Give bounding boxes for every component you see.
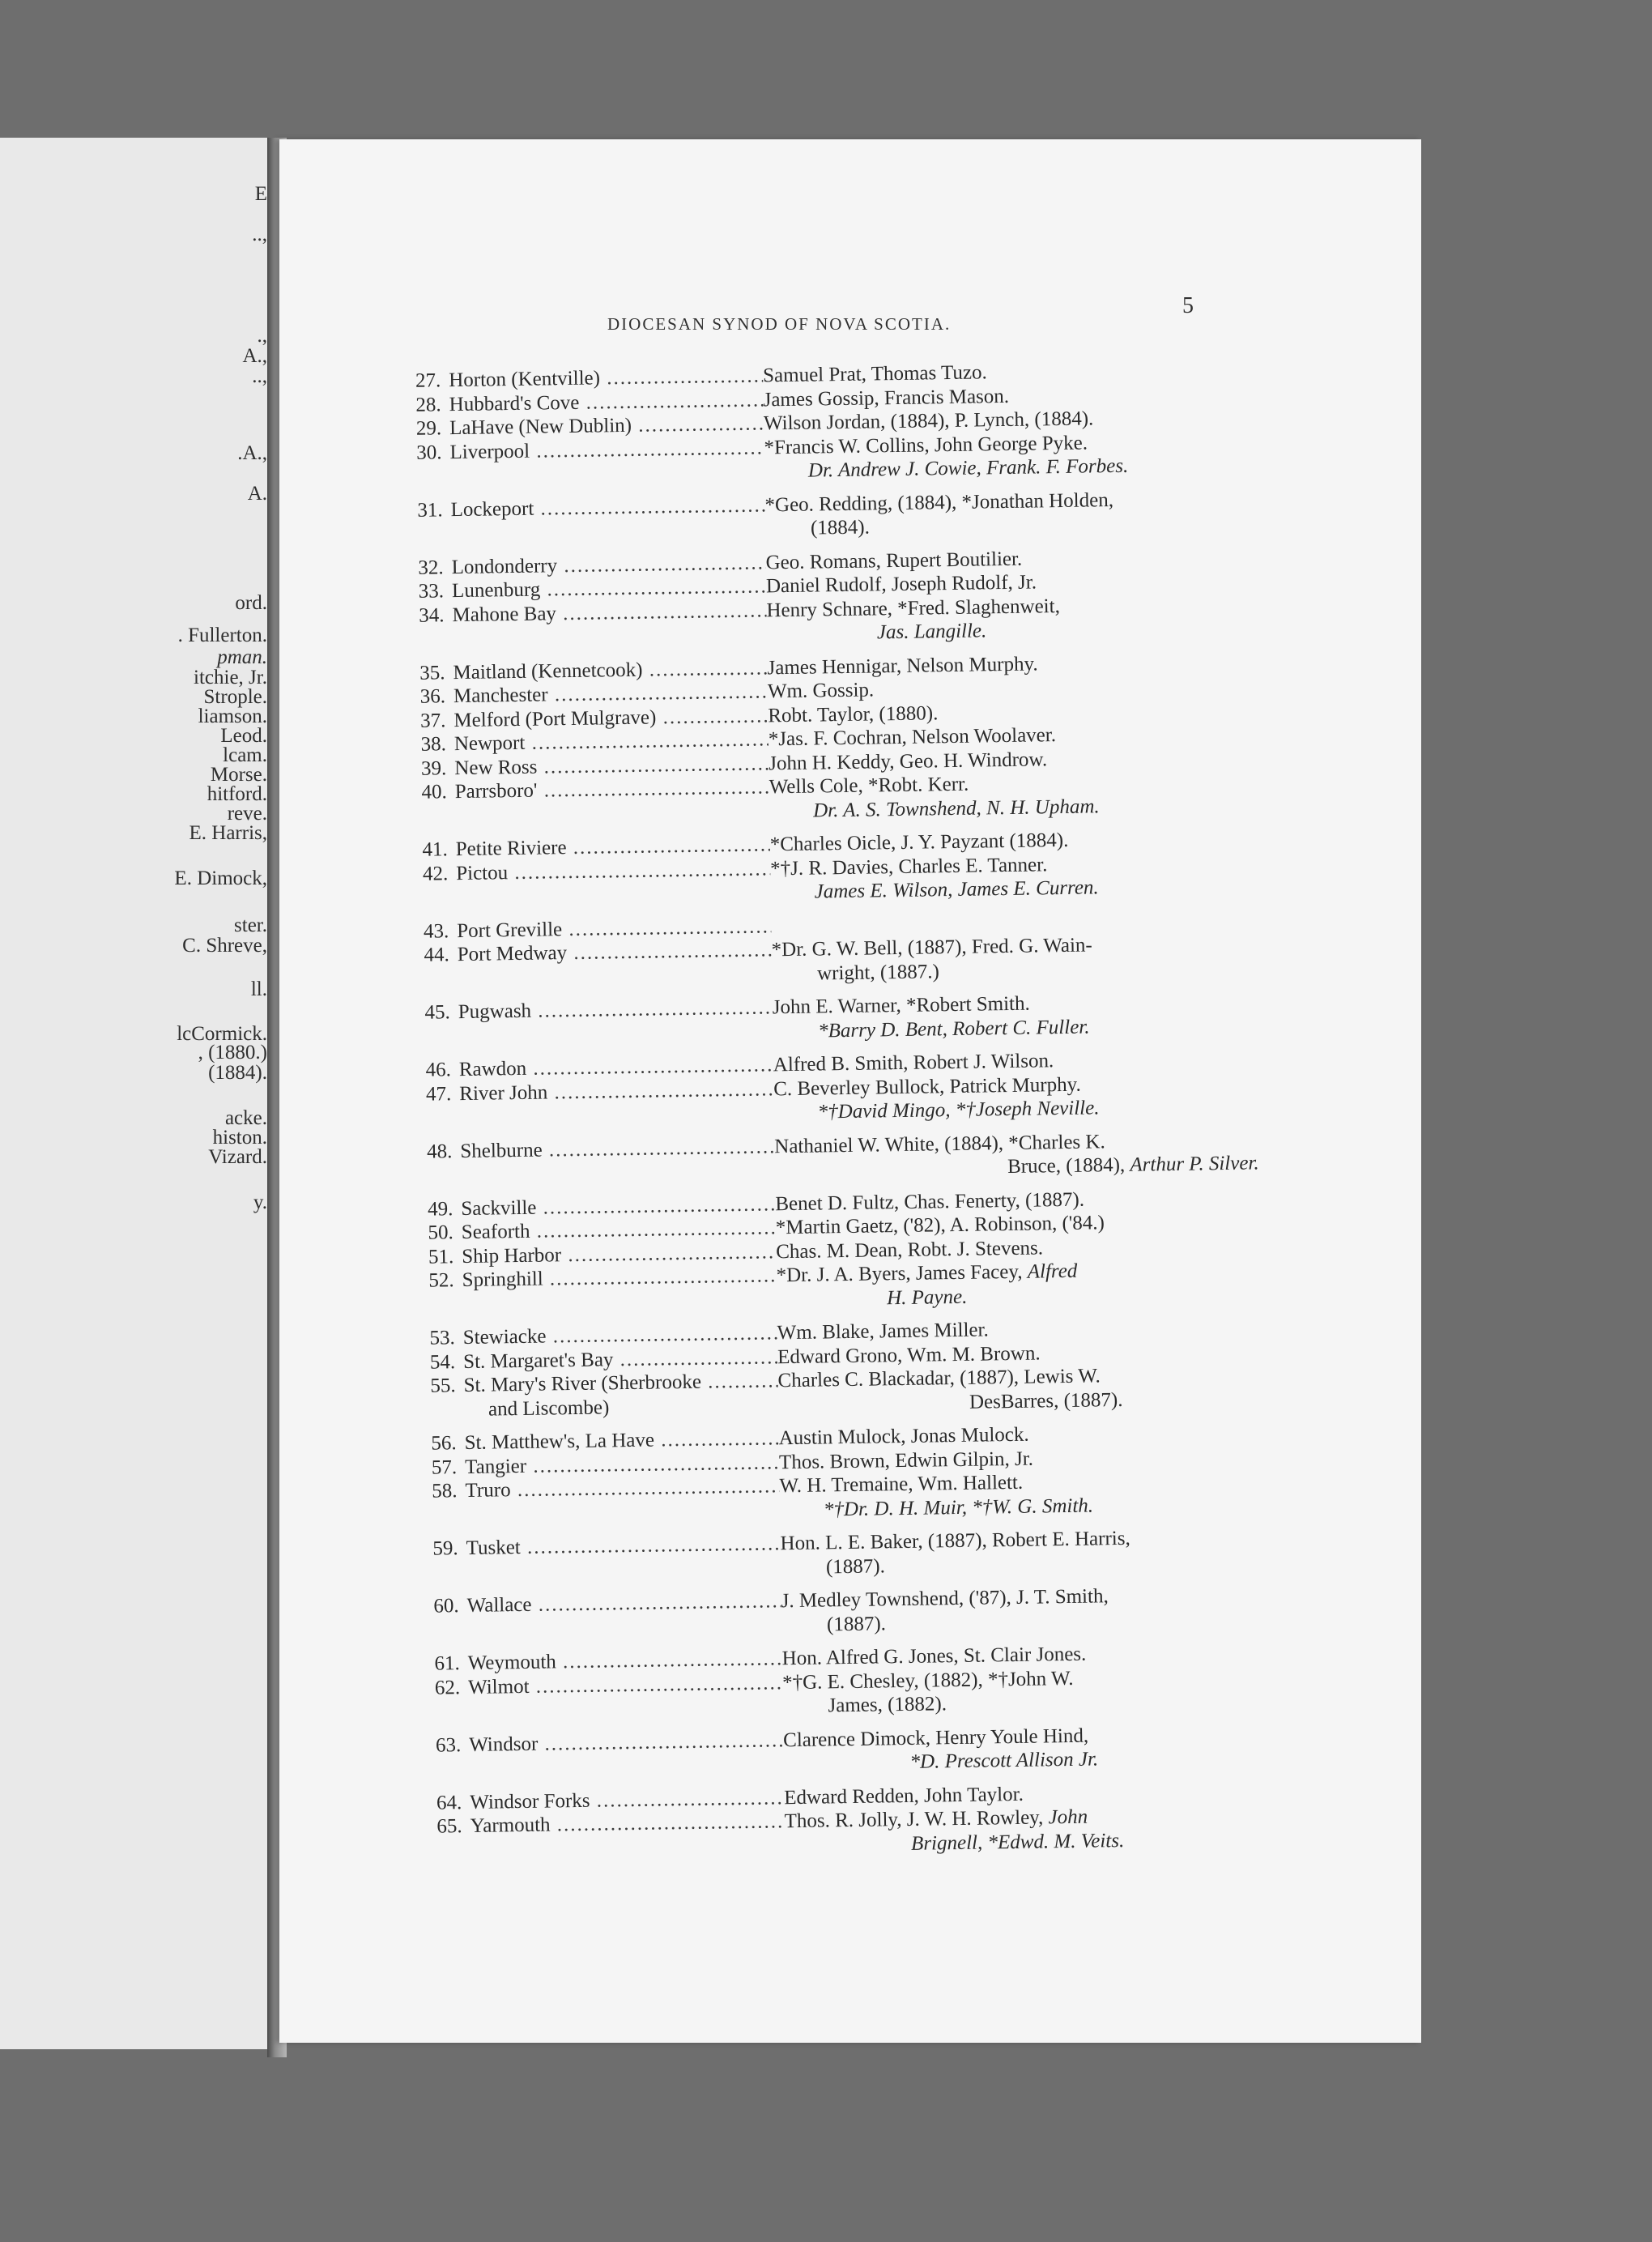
entry-number: 40. [421,781,447,803]
entry-number: 39. [420,757,447,780]
entry-number: 37. [419,709,446,732]
entry-number: 54. [429,1350,456,1374]
representatives [784,1782,1024,1809]
representatives-text: Samuel Prat, Thomas Tuzo. [762,361,987,387]
representatives-text: Austin Mulock, Jonas Mulock. [778,1423,1029,1450]
substitute-names: Arthur P. Silver. [1130,1152,1259,1176]
left-page-fragment: ster. [234,914,267,936]
substitute-names: Dr. Andrew J. Cowie, Frank. F. Forbes. [807,454,1129,482]
parish-name: Maitland (Kennetcook) ..... [453,656,767,684]
entry-number: 55. [430,1375,456,1397]
left-page-fragment: histon. [212,1127,267,1149]
left-page-fragment: reve. [227,803,267,825]
representatives-text: Clarence Dimock, Henry Youle Hind, [782,1724,1089,1751]
entry-number: 30. [416,441,442,464]
representatives-text: Wm. Blake, James Miller. [777,1319,989,1345]
representatives [773,992,1030,1020]
entry-number: 60. [433,1595,459,1618]
substitute-names: *D. Prescott Allison Jr. [909,1748,1099,1773]
representatives-text: *Dr. J. A. Byers, James Facey, [776,1260,1028,1287]
left-page-fragment: liamson. [198,705,267,727]
left-page-fragment: (1884). [208,1062,267,1084]
parish-name: Petite Riviere ..... [456,833,770,861]
continued-text: (1887). [825,1554,886,1578]
representatives-text: *Charles Oicle, J. Y. Payzant (1884). [769,829,1069,856]
left-page-fragment: , (1880.) [198,1042,267,1063]
continued-text: (1884). [810,516,871,539]
parish-name: St. Mary's River (Sherbrooke ..... [463,1369,777,1397]
entry-number: 28. [415,393,441,416]
representatives-text: John E. Warner, *Robert Smith. [772,992,1030,1019]
page-number: 5 [1182,293,1194,318]
parish-name: Tusket ..... [466,1532,780,1560]
parish-name: Shelburne ..... [460,1135,774,1163]
parish-name: Wilmot ..... [468,1671,782,1699]
left-page-fragment: A. [247,483,267,505]
parish-name: New Ross ..... [454,752,769,780]
representatives-text: Chas. M. Dean, Robt. J. Stevens. [776,1236,1044,1263]
parish-name: Liverpool ..... [449,436,764,464]
left-page-fragment: ll. [250,978,267,1000]
representatives-continued [826,1554,885,1579]
representatives-italic: Alfred [1027,1260,1078,1283]
entry-number: 61. [434,1652,460,1675]
entry-number: 45. [424,1001,450,1024]
parish-name: Stewiacke ..... [463,1321,777,1349]
representatives-text: *Jas. F. Cochran, Nelson Woolaver. [768,724,1057,751]
entry-number: 56. [431,1432,457,1455]
representatives [779,1471,1023,1498]
parish-name: Ship Harbor ..... [462,1240,776,1268]
list-item [413,988,1272,1049]
list-item [424,1721,1283,1782]
representatives-text: *Dr. G. W. Bell, (1887), Fred. G. Wain- [771,934,1092,961]
entry-number: 52. [428,1269,454,1292]
entry-number: 58. [432,1480,458,1502]
entry-number: 42. [422,862,449,885]
parish-name: Windsor Forks ..... [470,1786,784,1814]
left-page-fragment: .., [252,224,267,245]
representatives-text: Henry Schnare, *Fred. Slaghenweit, [766,595,1061,621]
left-page-fragment: Leod. [220,725,267,747]
left-page-fragment: E [254,183,267,205]
entry-number: 46. [425,1059,452,1081]
list-item [405,486,1264,547]
substitute-names: *Barry D. Bent, Robert C. Fuller. [817,1016,1090,1042]
substitute-names: *†Dr. D. H. Muir, *†W. G. Smith. [823,1494,1094,1520]
entry-number: 38. [420,733,447,756]
continued-text: (1887). [826,1612,887,1635]
left-page-fragment: lcCormick. [177,1023,267,1045]
representatives-text: Thos. Brown, Edwin Gilpin, Jr. [778,1447,1034,1473]
entry-number: 29. [415,417,442,440]
parish-name: Londonderry ..... [451,551,765,579]
entry-number: 62. [434,1676,461,1699]
representatives [778,1423,1028,1451]
parish-name: Parrsboro' ..... [455,775,769,803]
entry-number: 51. [428,1245,454,1268]
left-page-fragment: Vizard. [208,1146,267,1168]
list-item [420,1524,1279,1585]
representatives-text: Alfred B. Smith, Robert J. Wilson. [773,1050,1054,1076]
substitute-names: Dr. A. S. Townshend, N. H. Upham. [812,795,1100,822]
representatives-continued [811,515,870,540]
parish-representatives-list [403,356,1284,1863]
representatives-text: Nathaniel W. White, (1884), *Charles K. [774,1130,1105,1157]
representatives [769,773,969,799]
parish-name: Port Greville ..... [457,914,771,943]
representatives [768,701,938,728]
parish-name: Lockeport ..... [450,493,764,522]
entry-number: 44. [424,944,449,966]
parish-name: Mahone Bay ..... [452,599,766,627]
parish-name-continued: and Liscombe) [488,1396,610,1421]
representatives-italic: John [1048,1805,1088,1829]
representatives [763,360,987,388]
entry-number: 53. [429,1327,455,1349]
list-item [415,1127,1274,1188]
list-item [421,1582,1280,1643]
parish-name: Rawdon ..... [459,1053,773,1081]
representatives-text: James Hennigar, Nelson Murphy. [767,652,1038,679]
representatives-text: C. Beverley Bullock, Patrick Murphy. [773,1073,1081,1100]
substitute-names: Brignell, *Edwd. M. Veits. [910,1829,1125,1855]
representatives-text: *Francis W. Collins, John George Pyke. [764,431,1088,458]
parish-name: Windsor ..... [469,1728,783,1757]
substitute-names: H. Payne. [886,1285,968,1309]
representatives [765,547,1022,574]
representatives-text: Thos. R. Jolly, J. W. H. Rowley, [784,1806,1049,1833]
parish-name: Newport ..... [454,727,769,756]
parish-name: Horton (Kentville) ..... [449,364,763,392]
representatives [768,678,875,703]
parish-name: LaHave (New Dublin) ..... [449,411,764,440]
left-page-fragment: E. Harris, [189,822,267,844]
entry-number: 41. [422,838,448,861]
left-page-edge [0,138,267,2049]
parish-name: Sackville ..... [461,1192,775,1221]
parish-name: Yarmouth ..... [470,1809,784,1838]
left-page-fragment: pman. [217,646,267,668]
representatives-text: Hon. L. E. Baker, (1887), Robert E. Harris, [780,1527,1130,1555]
representatives [777,1318,988,1345]
parish-name: Truro ..... [465,1474,779,1502]
representatives [777,1341,1041,1369]
entry-number: 33. [418,580,445,603]
parish-name: River John ..... [459,1077,773,1106]
left-page-fragment: lcam. [223,744,267,766]
representatives [763,384,1009,411]
left-page-fragment: . Fullerton. [177,624,267,646]
entry-number: 65. [436,1815,462,1838]
parish-name: Port Medway ..... [458,938,772,966]
representatives-continued [817,960,939,986]
representatives-continued [828,1692,947,1718]
parish-name: St. Matthew's, La Have ..... [464,1426,778,1455]
representatives-text: Edward Redden, John Taylor. [784,1783,1024,1809]
left-page-fragment: A., [242,345,267,367]
left-page-fragment: Strople. [203,686,267,708]
entry-number: 27. [415,369,441,392]
entry-number: 57. [431,1456,458,1479]
parish-name: Pictou ..... [456,857,770,885]
entry-number: 63. [435,1733,462,1757]
substitute-names: *†David Mingo, *†Joseph Neville. [817,1097,1100,1123]
representatives-text: Charles C. Blackadar, (1887), Lewis W. [777,1365,1101,1392]
parish-name: Seaforth ..... [462,1216,776,1244]
continued-text: DesBarres, (1887). [969,1388,1123,1413]
running-head: DIOCESAN SYNOD OF NOVA SCOTIA. [607,314,952,334]
representatives-text: Wm. Gossip. [767,679,875,703]
left-page-fragment: .., [252,365,267,387]
left-page-fragment: acke. [224,1107,267,1129]
representatives-text: James Gossip, Francis Mason. [763,385,1010,411]
parish-name: Pugwash ..... [458,995,773,1024]
entry-number: 47. [425,1082,452,1106]
entry-number: 59. [432,1537,458,1560]
left-page-fragment: .A., [237,442,267,464]
representatives-text: *†G. E. Chesley, (1882), *†John W. [781,1667,1074,1694]
representatives-text: *Martin Gaetz, ('82), A. Robinson, ('84.) [775,1212,1105,1239]
representatives-text: J. Medley Townshend, ('87), J. T. Smith, [781,1585,1109,1613]
entry-number: 35. [419,661,445,684]
left-page-fragment: y. [253,1191,267,1213]
entry-number: 50. [428,1221,454,1244]
representatives [779,1447,1033,1474]
entry-number: 36. [419,685,446,708]
entry-number: 64. [436,1791,462,1814]
representatives-text: Benet D. Fultz, Chas. Fenerty, (1887). [775,1188,1085,1215]
substitute-names: James E. Wilson, James E. Curren. [814,876,1099,903]
left-page-fragment: itchie, Jr. [194,667,267,688]
left-page-fragment: Morse. [210,764,267,786]
entry-number: 34. [419,603,445,627]
representatives-continued [969,1387,1123,1413]
left-page-fragment: C. Shreve, [182,935,267,957]
representatives-text: Daniel Rudolf, Joseph Rudolf, Jr. [765,571,1037,598]
entry-number: 31. [417,498,443,522]
parish-name: Hubbard's Cove ..... [449,388,763,416]
representatives-text: W. H. Tremaine, Wm. Hallett. [779,1471,1024,1498]
representatives-text: Edward Grono, Wm. M. Brown. [777,1341,1041,1368]
parish-name: Lunenburg ..... [452,574,766,603]
representatives-text: Wilson Jordan, (1884), P. Lynch, (1884). [763,407,1094,435]
continued-text: James, (1882). [828,1693,947,1717]
representatives-text: Robt. Taylor, (1880). [768,701,939,727]
representatives-text: Geo. Romans, Rupert Boutilier. [765,548,1023,573]
entry-number: 43. [423,919,449,943]
parish-name: Wallace ..... [466,1589,781,1618]
representatives-text: Hon. Alfred G. Jones, St. Clair Jones. [781,1643,1087,1670]
representatives-text: John H. Keddy, Geo. H. Windrow. [769,748,1048,774]
entry-number: 49. [427,1197,453,1221]
parish-name: Weymouth ..... [467,1647,781,1675]
substitute-names: Jas. Langille. [876,620,987,644]
continued-text: Bruce, (1884), [1007,1153,1130,1179]
entry-number: 48. [426,1140,453,1163]
representatives-text: Wells Cole, *Robt. Kerr. [769,773,969,799]
left-page-fragment: ., [257,325,267,347]
parish-name: Springhill ..... [462,1264,776,1292]
representatives-text: *Geo. Redding, (1884), *Jonathan Holden, [764,488,1114,516]
continued-text: wright, (1887.) [816,960,939,984]
representatives-text: *†J. R. Davies, Charles E. Tanner. [769,853,1048,880]
parish-name: St. Margaret's Bay ..... [463,1345,777,1374]
left-page-fragment: hitford. [206,783,267,805]
left-page-fragment: ord. [235,592,267,614]
left-page-fragment: E. Dimock, [174,867,267,889]
parish-name: Manchester ..... [453,680,768,708]
parish-name: Melford (Port Mulgrave) ..... [453,704,768,732]
parish-name: Tangier ..... [465,1451,779,1479]
entry-number: 32. [418,556,444,579]
representatives-continued [827,1612,886,1637]
